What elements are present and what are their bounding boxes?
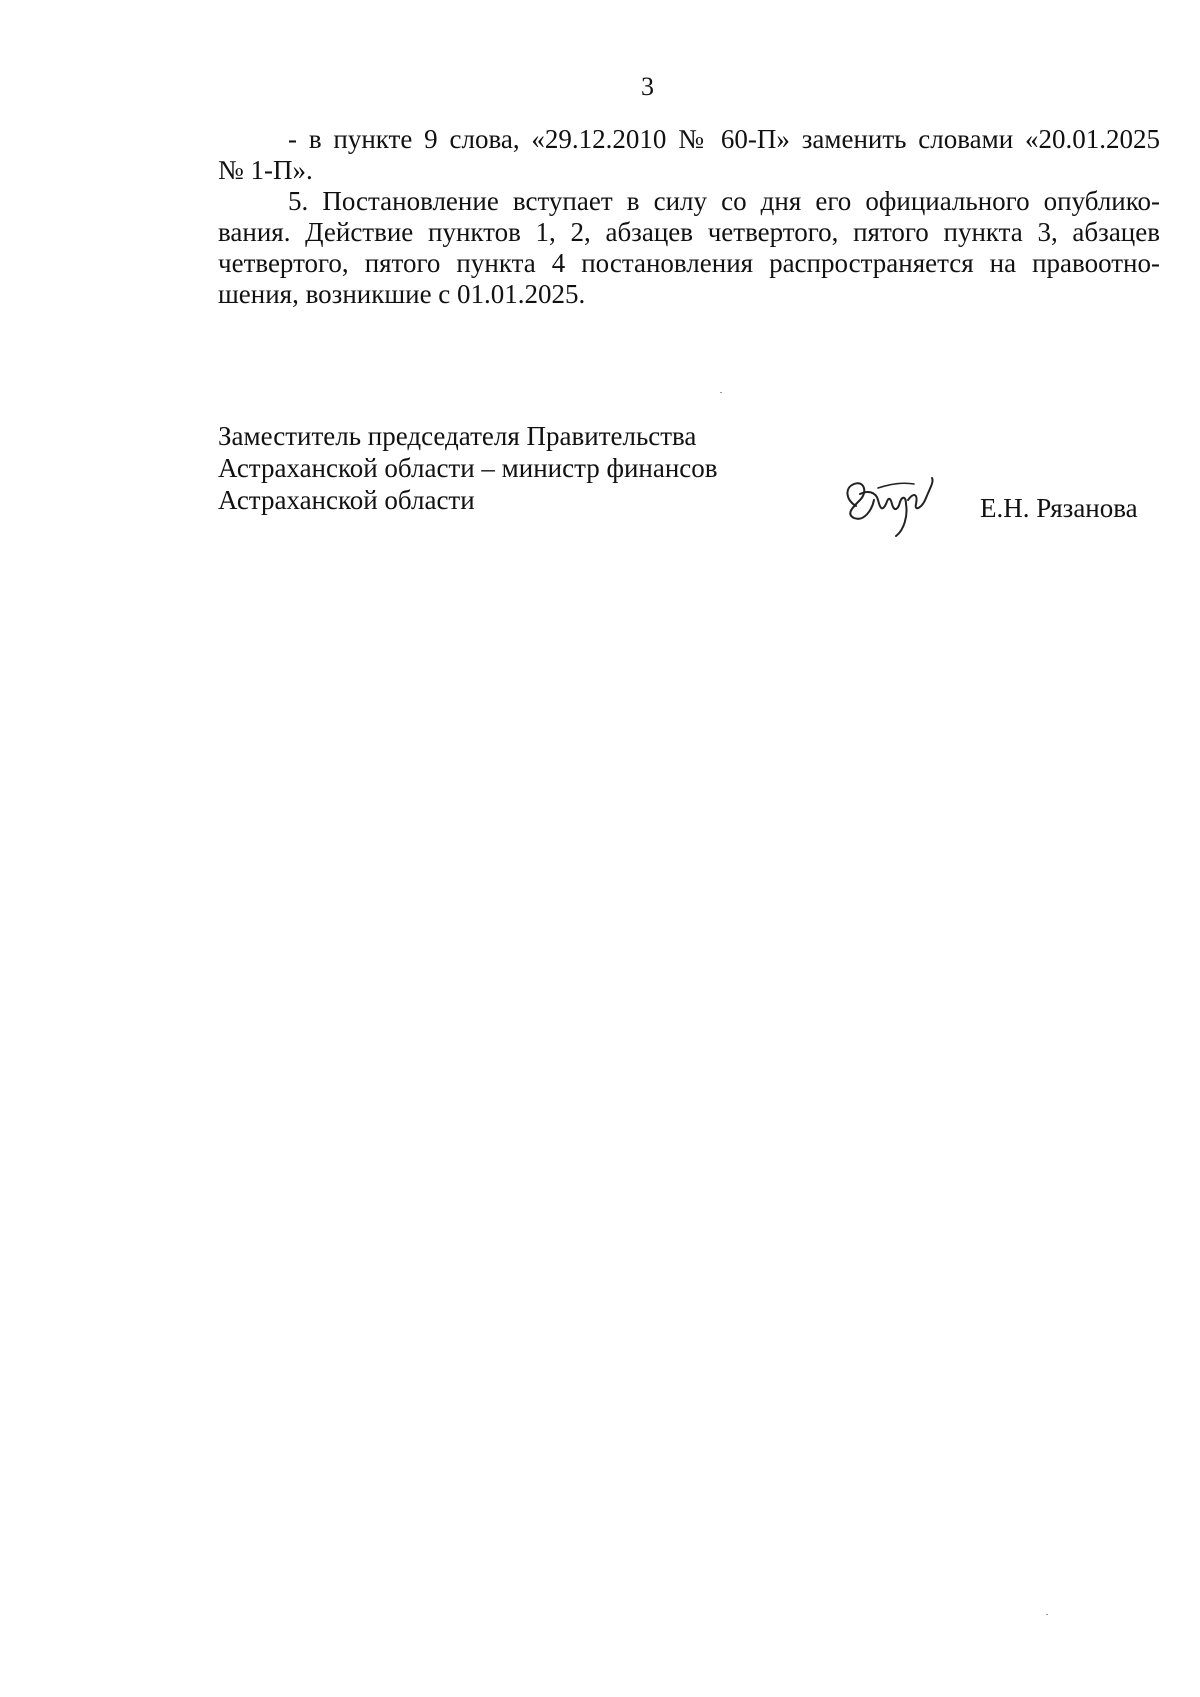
text-line: - в пункте 9 слова, «29.12.2010 № 60-П» заменить словами «20.01.2025 bbox=[288, 124, 1160, 154]
paragraph-effective-date bbox=[218, 186, 1160, 310]
document-body bbox=[218, 124, 1160, 310]
page-number bbox=[0, 72, 1200, 102]
scan-speck bbox=[720, 392, 722, 393]
position-line: Астраханской области bbox=[218, 485, 475, 515]
handwritten-signature bbox=[838, 470, 948, 540]
text-line: четвертого, пятого пункта 4 постановления распространяется на правоотно- bbox=[218, 248, 1160, 278]
page-number-text: 3 bbox=[641, 72, 654, 101]
signatory-position bbox=[218, 420, 778, 516]
scan-speck bbox=[1046, 1614, 1048, 1615]
text-line: вания. Действие пунктов 1, 2, абзацев четвертого, пятого пункта 3, абзацев bbox=[218, 217, 1160, 247]
text-line: шения, возникшие с 01.01.2025. bbox=[218, 279, 586, 309]
position-line: Заместитель председателя Правительства bbox=[218, 421, 697, 451]
signer-name: Е.Н. Рязанова bbox=[980, 493, 1138, 523]
paragraph-amendment bbox=[218, 124, 1160, 186]
position-line: Астраханской области – министр финансов bbox=[218, 453, 718, 483]
text-line: 5. Постановление вступает в силу со дня его официального опублико- bbox=[288, 186, 1160, 216]
text-line: № 1-П». bbox=[218, 155, 313, 185]
